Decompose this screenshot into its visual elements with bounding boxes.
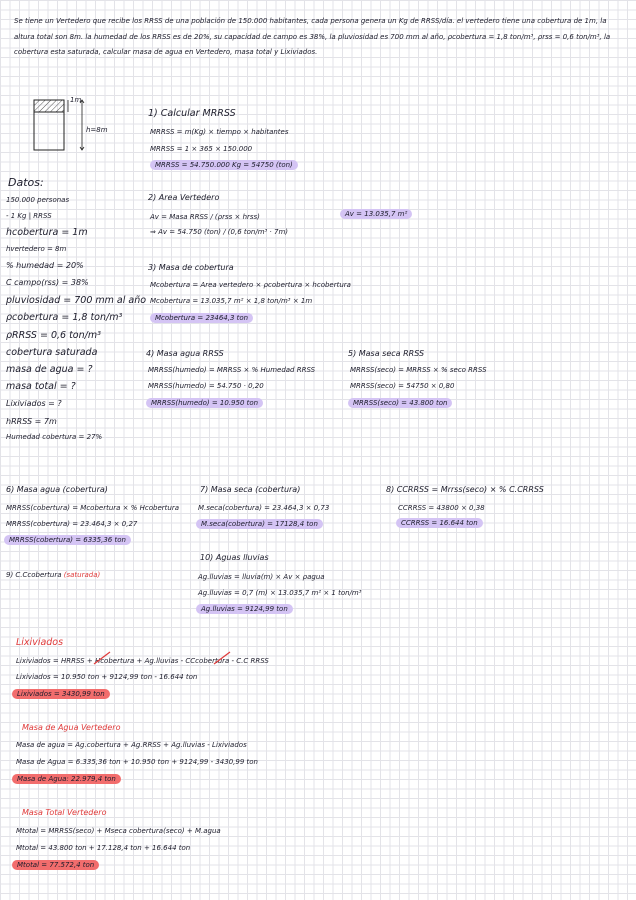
datos-item: ρcobertura = 1,8 ton/m³ xyxy=(6,312,123,323)
s8-line: CCRRSS = 43800 × 0,38 xyxy=(398,504,485,512)
strike-mark xyxy=(212,650,232,666)
s5-line: MRRSS(seco) = 54750 × 0,80 xyxy=(350,382,455,390)
datos-item: hcobertura = 1m xyxy=(6,227,88,238)
datos-item: hRRSS = 7m xyxy=(6,417,57,426)
s7-line: M.seca(cobertura) = 23.464,3 × 0,73 xyxy=(198,504,330,512)
s9-title: 9) C.Ccobertura (saturada) xyxy=(6,571,101,579)
datos-item: Humedad cobertura = 27% xyxy=(6,433,103,441)
datos-title: Datos: xyxy=(8,176,44,189)
s1-result: MRRSS = 54.750.000 Kg = 54750 (ton) xyxy=(150,161,298,169)
cover-height-label: 1m xyxy=(70,96,82,104)
s6-title: 6) Masa agua (cobertura) xyxy=(6,485,108,494)
s5-title: 5) Masa seca RRSS xyxy=(348,349,425,358)
datos-item: masa de agua = ? xyxy=(6,364,93,375)
strike-mark xyxy=(92,650,112,666)
s2-calc: ⇒ Av = 54.750 (ton) / (0,6 ton/m³ · 7m) xyxy=(150,228,289,236)
s2-result: Av = 13.035,7 m² xyxy=(340,210,412,218)
s4-line: MRRSS(humedo) = MRRSS × % Humedad RRSS xyxy=(148,366,316,374)
s8-title: 8) CCRRSS = Mrrss(seco) × % C.CRRSS xyxy=(386,485,544,494)
s8-result: CCRRSS = 16.644 ton xyxy=(396,519,483,527)
s1-line: MRRSS = 1 × 365 × 150.000 xyxy=(150,145,253,153)
agua-result: Masa de Agua: 22.979,4 ton xyxy=(12,775,121,783)
s7-result: M.seca(cobertura) = 17128,4 ton xyxy=(196,520,323,528)
datos-item: hvertedero = 8m xyxy=(6,245,67,253)
s4-line: MRRSS(humedo) = 54.750 · 0,20 xyxy=(148,382,264,390)
s3-result: Mcobertura = 23464,3 ton xyxy=(150,314,253,322)
s2-formula: Av = Masa RRSS / (ρrss × hrss) xyxy=(150,213,260,221)
datos-item: C campo(rss) = 38% xyxy=(6,278,89,287)
lix-line: Lixiviados = 10.950 ton + 9124,99 ton - 16.644 ton xyxy=(16,673,198,681)
s3-title: 3) Masa de cobertura xyxy=(148,263,234,272)
datos-item: 150.000 personas xyxy=(6,196,70,204)
datos-item: - 1 Kg | RRSS xyxy=(6,212,52,220)
s5-result: MRRSS(seco) = 43.800 ton xyxy=(348,399,452,407)
total-line: Mtotal = MRRSS(seco) + Mseca cobertura(seco) + M.agua xyxy=(16,827,221,835)
total-height-label: h=8m xyxy=(86,126,108,134)
s6-line: MRRSS(cobertura) = 23.464,3 × 0,27 xyxy=(6,520,138,528)
lix-line: Lixiviados = HRRSS + Hcobertura + Ag.lluvias - CCcobertura - C.C RRSS xyxy=(16,657,269,665)
s3-line: Mcobertura = 13.035,7 m² × 1,8 ton/m³ × 1m xyxy=(150,297,313,305)
problem-statement: Se tiene un Vertedero que recibe los RRSS de una población de 150.000 habitantes, cada persona genera un Kg de RRSS/día. el vertedero tiene una cobertura de 1m, la altura total son 8m. la humedad de los RRSS es de 20%, su capacidad de campo es 38%, la pluviosidad es 700 mm al año, ρcobertura = 1,8 ton/m³, ρrss = 0,6 ton/m³, la cobertura esta saturada, calcular masa de agua en Vertedero, masa total y Lixiviados. xyxy=(14,17,611,56)
datos-item: pluviosidad = 700 mm al año xyxy=(6,295,147,306)
s2-title: 2) Area Vertedero xyxy=(148,193,220,202)
total-result: Mtotal = 77.572,4 ton xyxy=(12,861,99,869)
datos-item: masa total = ? xyxy=(6,381,76,392)
s10-result: Ag.lluvias = 9124,99 ton xyxy=(196,605,293,613)
s1-title: 1) Calcular MRRSS xyxy=(148,108,236,119)
s4-title: 4) Masa agua RRSS xyxy=(146,349,224,358)
s10-line: Ag.lluvias = 0,7 (m) × 13.035,7 m² × 1 ton/m³ xyxy=(198,589,362,597)
total-line: Mtotal = 43.800 ton + 17.128,4 ton + 16.644 ton xyxy=(16,844,191,852)
datos-item: Lixiviados = ? xyxy=(6,399,62,408)
s5-line: MRRSS(seco) = MRRSS × % seco RRSS xyxy=(350,366,487,374)
datos-item: % humedad = 20% xyxy=(6,261,84,270)
lix-title: Lixiviados xyxy=(16,637,64,648)
s6-line: MRRSS(cobertura) = Mcobertura × % Hcobertura xyxy=(6,504,180,512)
agua-line: Masa de agua = Ag.cobertura + Ag.RRSS + Ag.lluvias - Lixiviados xyxy=(16,741,247,749)
lix-result: Lixiviados = 3430,99 ton xyxy=(12,690,110,698)
s7-title: 7) Masa seca (cobertura) xyxy=(200,485,301,494)
s10-line: Ag.lluvias = lluvia(m) × Av × ρagua xyxy=(198,573,325,581)
s1-line: MRRSS = m(Kg) × tiempo × habitantes xyxy=(150,128,289,136)
s10-title: 10) Aguas lluvias xyxy=(200,553,269,562)
s3-line: Mcobertura = Area vertedero × ρcobertura × hcobertura xyxy=(150,281,351,289)
agua-title: Masa de Agua Vertedero xyxy=(22,723,121,732)
s4-result: MRRSS(humedo) = 10.950 ton xyxy=(146,399,263,407)
s6-result: MRRSS(cobertura) = 6335,36 ton xyxy=(4,536,131,544)
agua-line: Masa de Agua = 6.335,36 ton + 10.950 ton + 9124,99 - 3430,99 ton xyxy=(16,758,258,766)
total-title: Masa Total Vertedero xyxy=(22,808,107,817)
datos-item: ρRRSS = 0,6 ton/m³ xyxy=(6,330,101,341)
datos-item: cobertura saturada xyxy=(6,347,98,358)
